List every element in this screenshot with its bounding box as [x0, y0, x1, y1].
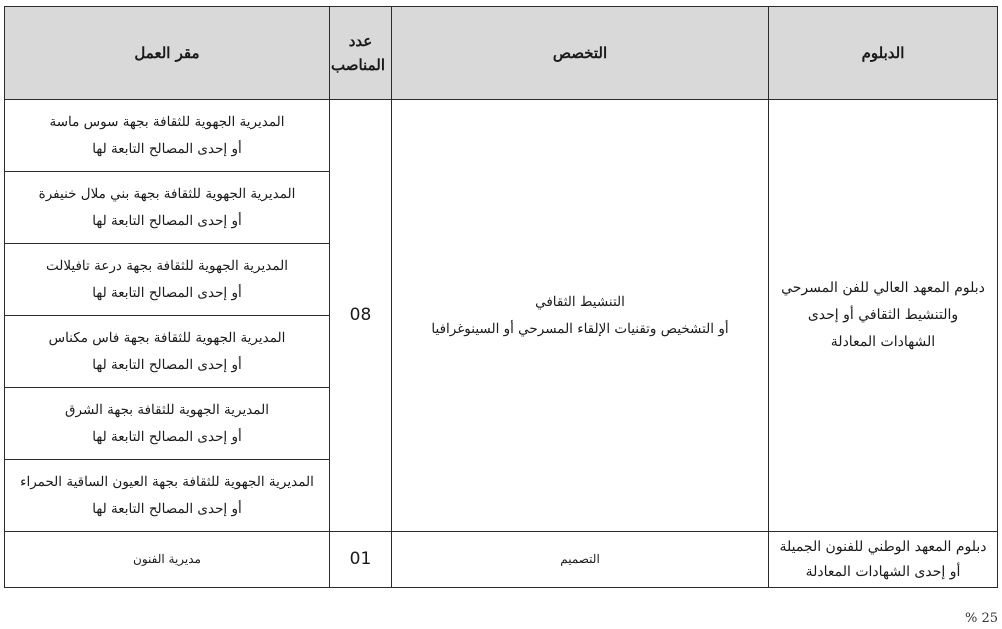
workplace-line: المديرية الجهوية للثقافة بجهة الشرق — [65, 402, 269, 419]
diploma-line: الشهادات المعادلة — [830, 334, 936, 351]
header-specialty: التخصص — [392, 7, 769, 100]
workplace-cell — [5, 100, 330, 172]
workplace-cell — [5, 388, 330, 460]
workplace-line: المديرية الجهوية للثقافة بجهة فاس مكناس — [48, 330, 286, 347]
workplace-cell — [5, 316, 330, 388]
specialty-line: التنشيط الثقافي — [535, 294, 625, 311]
diploma-cell — [769, 100, 998, 532]
diploma-cell — [769, 532, 998, 588]
workplace-line: أو إحدى المصالح التابعة لها — [92, 428, 242, 445]
diploma-line: والتنشيط الثقافي أو إحدى — [807, 306, 959, 323]
workplace-line: المديرية الجهوية للثقافة بجهة العيون الساقية الحمراء — [20, 474, 314, 491]
workplace-line: أو إحدى المصالح التابعة لها — [92, 284, 242, 301]
table-row — [5, 532, 998, 588]
workplace-cell: مديرية الفنون — [5, 532, 330, 588]
workplace-line: أو إحدى المصالح التابعة لها — [92, 212, 242, 229]
footer-note: 25 % — [964, 611, 998, 626]
header-diploma: الدبلوم — [769, 7, 998, 100]
table-row — [5, 100, 998, 172]
diploma-line: دبلوم المعهد العالي للفن المسرحي — [781, 279, 985, 296]
specialty-cell — [392, 100, 769, 532]
workplace-cell — [5, 460, 330, 532]
workplace-line: أو إحدى المصالح التابعة لها — [92, 356, 242, 373]
header-positions-count: عدد المناصب — [330, 7, 392, 100]
header-workplace: مقر العمل — [5, 7, 330, 100]
positions-table — [4, 6, 998, 588]
workplace-line: المديرية الجهوية للثقافة بجهة درعة تافيلالت — [45, 258, 289, 275]
diploma-line: أو إحدى الشهادات المعادلة — [805, 563, 961, 580]
specialty-line: أو التشخيص وتقنيات الإلقاء المسرحي أو السينوغرافيا — [431, 320, 729, 337]
workplace-line: أو إحدى المصالح التابعة لها — [92, 500, 242, 517]
specialty-cell: التصميم — [392, 532, 769, 588]
workplace-line: المديرية الجهوية للثقافة بجهة سوس ماسة — [49, 114, 285, 131]
positions-count-cell: 08 — [330, 100, 392, 532]
diploma-line: دبلوم المعهد الوطني للفنون الجميلة — [779, 539, 987, 555]
positions-count-cell: 01 — [330, 532, 392, 588]
workplace-line: أو إحدى المصالح التابعة لها — [92, 140, 242, 157]
workplace-line: المديرية الجهوية للثقافة بجهة بني ملال خنيفرة — [38, 186, 296, 203]
workplace-cell — [5, 172, 330, 244]
table-header-row — [5, 7, 998, 100]
workplace-cell — [5, 244, 330, 316]
